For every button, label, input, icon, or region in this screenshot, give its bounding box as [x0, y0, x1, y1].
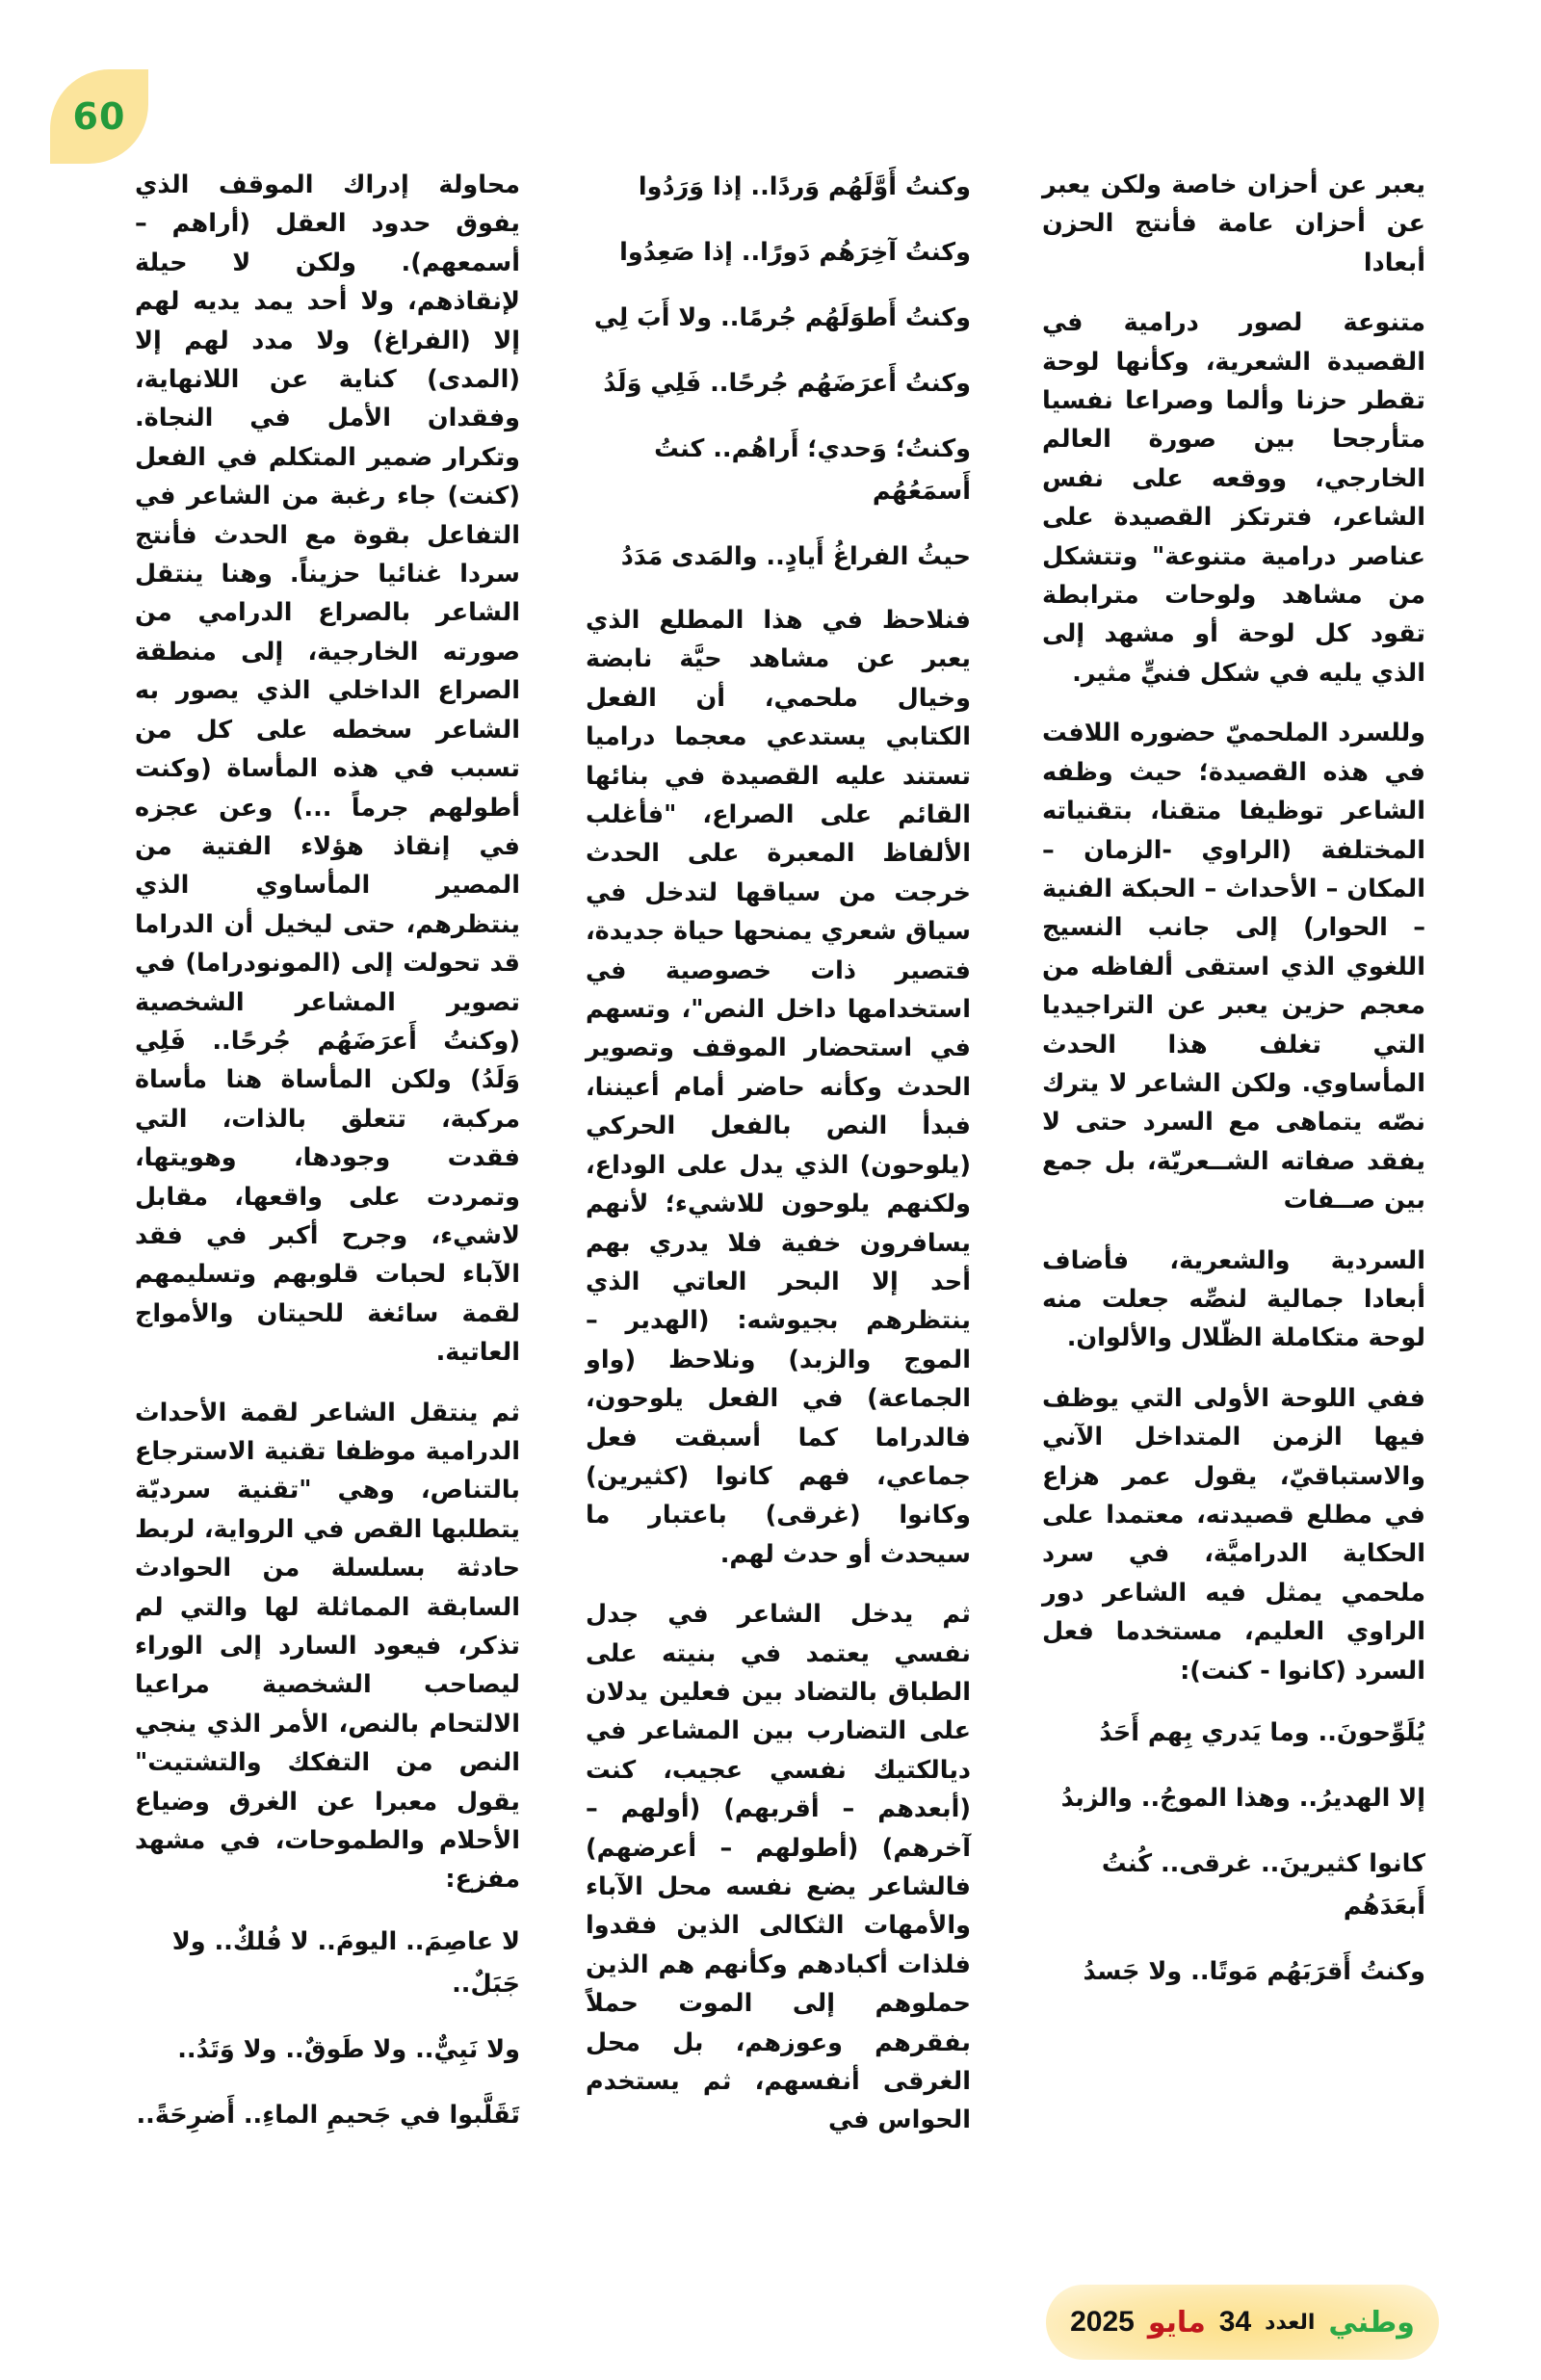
- magazine-footer: [1046, 2285, 1439, 2360]
- poem-verse: إلا الهديرُ.. وهذا الموجُ.. والزبدُ: [1060, 1784, 1425, 1814]
- article-paragraph: وللسرد الملحميّ حضوره اللافت في هذه القصيدة؛ حيث وظفه الشاعر توظيفا متقنا، بتقنياته المختلفة (الراوي -الزمان – المكان – الأحداث – الحبكة الفنية – الحوار) إلى جانب النسيج اللغوي الذي استقى ألفاظه من معجم حزين يعبر عن التراجيديا التي تغلف هذا الحدث المأساوي. ولكن الشاعر لا يترك نصّه يتماهى مع السرد حتى لا يفقد صفاته الشــعريّة، بل جمع بين صــفات: [1042, 719, 1425, 1216]
- article-paragraph: متنوعة لصور درامية في القصيدة الشعرية، وكأنها لوحة تقطر حزنا وألما وصراعا نفسيا متأرجحا بين صورة العالم الخارجي، ووقعه على نفس الشاعر، فترتكز القصيدة على عناصر درامية متنوعة" وتتشكل من مشاهد ولوحات مترابطة تقود كل لوحة أو مشهد إلى الذي يليه في شكل فنيٍّ مثير.: [1042, 308, 1425, 688]
- issue-label: العدد: [1265, 2310, 1316, 2335]
- poem-verse: حيثُ الفراغُ أَيادٍ.. والمَدى مَدَدُ: [620, 542, 971, 571]
- article-column-right: [1042, 166, 1425, 2016]
- poem-verse: وكنتُ آخِرَهُم دَورًا.. إذا صَعِدُوا: [619, 238, 971, 267]
- issue-month: مايو: [1147, 2305, 1206, 2340]
- article-paragraph: ثم ينتقل الشاعر لقمة الأحداث الدرامية موظفا تقنية الاسترجاع بالتناص، وهي "تقنية سرديّة يتطلبها القص في الرواية، لربط حادثة بسلسلة من الحوادث السابقة المماثلة لها والتي لم تذكر، فيعود السارد إلى الوراء ليصاحب الشخصية مراعيا الالتحام بالنص، الأمر الذي ينجي النص من التفكك والتشتيت" يقول معبرا عن الغرق وضياع الأحلام والطموحات، في مشهد مفزع:: [135, 1398, 520, 1895]
- article-paragraph: محاولة إدراك الموقف الذي يفوق حدود العقل (أراهم – أسمعهم). ولكن لا حيلة لإنقاذهم، ولا أحد يمد يديه لهم إلا (الفراغ) ولا مدد لهم إلا (المدى) كناية عن اللانهاية، وفقدان الأمل في النجاة. وتكرار ضمير المتكلم في الفعل (كنت) جاء رغبة من الشاعر في التفاعل بقوة مع الحدث فأنتج سردا غنائيا حزيناً. وهنا ينتقل الشاعر بالصراع الدرامي من صورته الخارجية، إلى منطقة الصراع الداخلي الذي يصور به الشاعر سخطه على كل من تسبب في هذه المأساة (وكنت أطولهم جرماً ...) وعن عجزه في إنقاذ هؤلاء الفتية من المصير المأساوي الذي ينتظرهم، حتى ليخيل أن الدراما قد تحولت إلى (المونودراما) في تصوير المشاعر الشخصية (وكنتُ أَعرَضَهُم جُرحًا.. فَلِي وَلَدُ) ولكن المأساة هنا مأساة مركبة، تتعلق بالذات، التي فقدت وجودها، وهويتها، وتمردت على واقعها، مقابل لاشيء، وجرح أكبر في فقد الآباء لحبات قلوبهم وتسليمهم لقمة سائغة للحيتان والأمواج العاتية.: [135, 170, 520, 1368]
- poem-verse: لا عاصِمَ.. اليومَ.. لا فُلكٌ.. ولا جَبَلٌ..: [171, 1926, 520, 1999]
- poem-verse: وكنتُ أَقرَبَهُم مَوتًا.. ولا جَسدُ: [1083, 1957, 1425, 1987]
- poem-verse: وكنتُ أَوَّلَهُم وَردًا.. إذا وَرَدُوا: [638, 172, 971, 201]
- magazine-brand: وطني: [1328, 2305, 1415, 2340]
- poem-verse: كانوا كثيرينَ.. غرقى.. كُنتُ أَبعَدَهُم: [1101, 1849, 1425, 1922]
- poem-verse: وكنتُ؛ وَحدي؛ أَراهُم.. كنتُ أَسمَعُهُم: [654, 434, 971, 506]
- page-number: 60: [72, 95, 126, 138]
- article-paragraph: السردية والشعرية، فأضاف أبعادا جمالية لنصِّه جعلت منه لوحة متكاملة الظّلال والألوان.: [1042, 1245, 1425, 1353]
- article-column-left: [135, 166, 520, 2159]
- poem-verse: يُلَوِّحونَ.. وما يَدري بِهم أَحَدُ: [1099, 1718, 1425, 1748]
- poem-verse: ولا نَبِيٌّ.. ولا طَوقٌ.. ولا وَتَدُ..: [177, 2034, 520, 2064]
- page-number-badge: [50, 69, 148, 164]
- poem-verse: وكنتُ أَعرَضَهُم جُرحًا.. فَلِي وَلَدُ: [603, 369, 971, 398]
- article-paragraph: ففي اللوحة الأولى التي يوظف فيها الزمن المتداخل الآني والاستباقيّ، يقول عمر هزاع في مطلع قصيدته، معتمدا على الحكاية الدراميَّة، في سرد ملحمي يمثل فيه الشاعر دور الراوي العليم، مستخدما فعل السرد (كانوا - كنت):: [1042, 1383, 1425, 1686]
- article-paragraph: فنلاحظ في هذا المطلع الذي يعبر عن مشاهد حيَّة نابضة وخيال ملحمي، أن الفعل الكتابي يستدعي معجما دراميا تستند عليه القصيدة في بنائها القائم على الصراع، "فأغلب الألفاظ المعبرة على الحدث خرجت من سياقها لتدخل في سياق شعري يمنحها حياة جديدة، فتصير ذات خصوصية في استخدامها داخل النص"، وتسهم في استحضار الموقف وتصوير الحدث وكأنه حاضر أمام أعيننا، فبدأ النص بالفعل الحركي (يلوحون) الذي يدل على الوداع، ولكنهم يلوحون للاشيء؛ لأنهم يسافرون خفية فلا يدري بهم أحد إلا البحر العاتي الذي ينتظرهم بجيوشه: (الهدير – الموج والزبد) ونلاحظ (واو الجماعة) في الفعل يلوحون، فالدراما كما أسبقت فعل جماعي، فهم كانوا (كثيرين) وكانوا (غرقى) باعتبار ما سيحدث أو حدث لهم.: [586, 606, 971, 1569]
- article-paragraph: ثم يدخل الشاعر في جدل نفسي يعتمد في بنيته على الطباق بالتضاد بين فعلين يدلان على التضارب بين المشاعر في ديالكتيك نفسي عجيب، كنت (أبعدهم – أقربهم) (أولهم – آخرهم) (أطولهم – أعرضهم) فالشاعر يضع نفسه محل الآباء والأمهات الثكالى الذين فقدوا فلذات أكبادهم وكأنهم هم الذين حملوهم إلى الموت حملاً بفقرهم وعوزهم، بل محل الغرقى أنفسهم، ثم يستخدم الحواس في: [586, 1600, 971, 2135]
- poem-verse: وكنتُ أَطوَلَهُم جُرمًا.. ولا أَبَ لِي: [593, 303, 971, 332]
- issue-year: 2025: [1070, 2306, 1135, 2338]
- article-column-middle: [586, 166, 971, 2161]
- poem-verse: تَقَلَّبوا في جَحيمِ الماءِ.. أَضرِحَةً..: [136, 2100, 520, 2130]
- article-paragraph: يعبر عن أحزان خاصة ولكن يعبر عن أحزان عامة فأنتج الحزن أبعادا: [1042, 170, 1425, 277]
- issue-number: 34: [1218, 2306, 1252, 2338]
